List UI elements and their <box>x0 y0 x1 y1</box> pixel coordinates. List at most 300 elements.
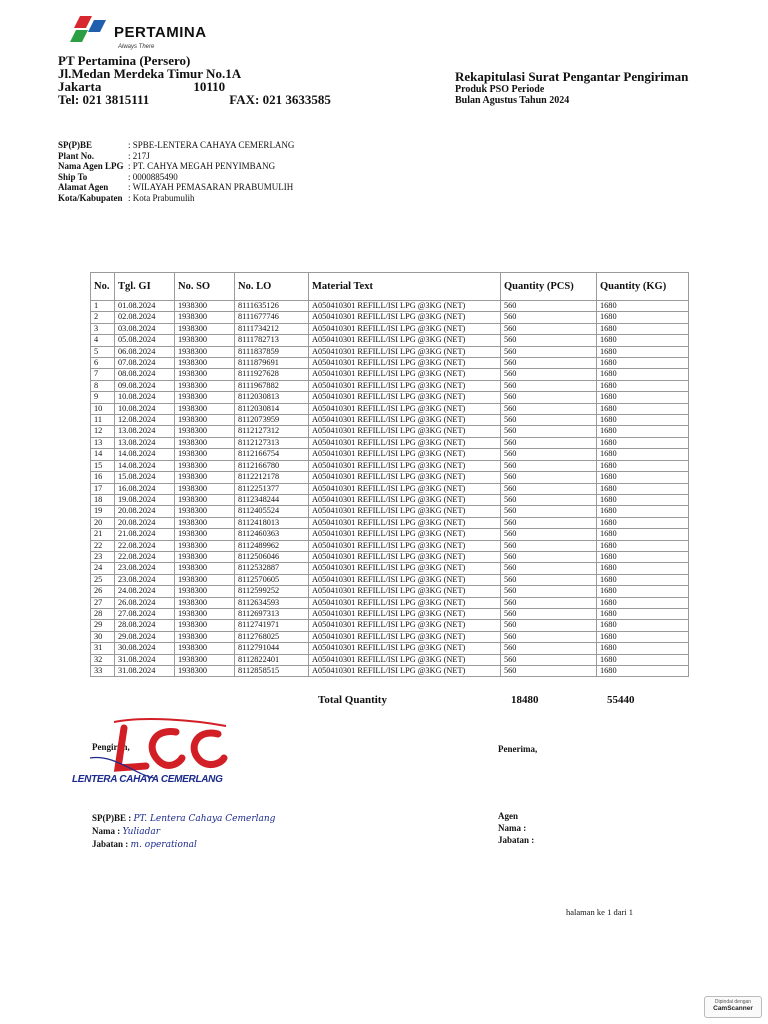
cell-material: A050410301 REFILL/ISI LPG @3KG (NET) <box>309 426 501 437</box>
info-label: Alamat Agen <box>58 182 109 192</box>
cell-material: A050410301 REFILL/ISI LPG @3KG (NET) <box>309 346 501 357</box>
cell-material: A050410301 REFILL/ISI LPG @3KG (NET) <box>309 403 501 414</box>
pertamina-logo-icon <box>66 14 110 44</box>
cell-no-lo: 8111837859 <box>235 346 309 357</box>
column-header-no: No. <box>91 273 115 301</box>
cell-qty-kg: 1680 <box>597 312 689 323</box>
cell-no: 26 <box>91 586 115 597</box>
cell-no: 8 <box>91 380 115 391</box>
cell-tgl-gi: 03.08.2024 <box>115 323 175 334</box>
cell-material: A050410301 REFILL/ISI LPG @3KG (NET) <box>309 529 501 540</box>
cell-material: A050410301 REFILL/ISI LPG @3KG (NET) <box>309 437 501 448</box>
total-kg: 55440 <box>607 694 635 706</box>
cell-no-so: 1938300 <box>175 323 235 334</box>
table-body <box>91 301 689 677</box>
cell-qty-pcs: 560 <box>501 403 597 414</box>
table-row <box>91 574 689 585</box>
cell-qty-pcs: 560 <box>501 369 597 380</box>
cell-no-so: 1938300 <box>175 529 235 540</box>
cell-no-so: 1938300 <box>175 312 235 323</box>
cell-no: 22 <box>91 540 115 551</box>
cell-no-so: 1938300 <box>175 643 235 654</box>
camscanner-badge <box>704 996 762 1018</box>
cell-no-so: 1938300 <box>175 301 235 312</box>
cell-tgl-gi: 10.08.2024 <box>115 392 175 403</box>
cell-no-so: 1938300 <box>175 574 235 585</box>
cell-tgl-gi: 29.08.2024 <box>115 631 175 642</box>
info-value: : WILAYAH PEMASARAN PRABUMULIH <box>128 182 294 192</box>
cell-no-lo: 8112251377 <box>235 483 309 494</box>
cell-qty-pcs: 560 <box>501 494 597 505</box>
cell-no-so: 1938300 <box>175 460 235 471</box>
cell-qty-pcs: 560 <box>501 323 597 334</box>
cell-material: A050410301 REFILL/ISI LPG @3KG (NET) <box>309 494 501 505</box>
cell-qty-kg: 1680 <box>597 529 689 540</box>
cell-qty-pcs: 560 <box>501 620 597 631</box>
cell-no-so: 1938300 <box>175 346 235 357</box>
cell-no: 14 <box>91 449 115 460</box>
cell-no: 13 <box>91 437 115 448</box>
cell-no: 28 <box>91 608 115 619</box>
info-row <box>58 193 294 204</box>
table-row <box>91 346 689 357</box>
company-address: Jl.Medan Merdeka Timur No.1A <box>58 66 242 81</box>
total-quantity-label: Total Quantity <box>318 694 387 706</box>
cell-no-lo: 8111967882 <box>235 380 309 391</box>
cell-qty-kg: 1680 <box>597 483 689 494</box>
cell-qty-pcs: 560 <box>501 301 597 312</box>
cell-material: A050410301 REFILL/ISI LPG @3KG (NET) <box>309 574 501 585</box>
cell-no-so: 1938300 <box>175 380 235 391</box>
table-row <box>91 449 689 460</box>
cell-no-so: 1938300 <box>175 369 235 380</box>
cell-no-so: 1938300 <box>175 666 235 677</box>
cell-material: A050410301 REFILL/ISI LPG @3KG (NET) <box>309 358 501 369</box>
cell-material: A050410301 REFILL/ISI LPG @3KG (NET) <box>309 586 501 597</box>
cell-no-so: 1938300 <box>175 586 235 597</box>
cell-qty-kg: 1680 <box>597 437 689 448</box>
column-header-qty-pcs: Quantity (PCS) <box>501 273 597 301</box>
cell-qty-pcs: 560 <box>501 608 597 619</box>
cell-qty-kg: 1680 <box>597 426 689 437</box>
cell-qty-pcs: 560 <box>501 335 597 346</box>
table-row <box>91 563 689 574</box>
cell-no: 12 <box>91 426 115 437</box>
cell-no: 4 <box>91 335 115 346</box>
cell-no-so: 1938300 <box>175 392 235 403</box>
cell-no-lo: 8112697313 <box>235 608 309 619</box>
table-row <box>91 380 689 391</box>
cell-no-lo: 8112073959 <box>235 415 309 426</box>
cell-no-lo: 8112030813 <box>235 392 309 403</box>
cell-tgl-gi: 23.08.2024 <box>115 574 175 585</box>
table-row <box>91 529 689 540</box>
info-label: Plant No. <box>58 150 94 161</box>
cell-qty-kg: 1680 <box>597 494 689 505</box>
cell-tgl-gi: 27.08.2024 <box>115 608 175 619</box>
info-row <box>58 151 294 162</box>
column-header-tgl-gi: Tgl. GI <box>115 273 175 301</box>
stamp-company-name: LENTERA CAHAYA CEMERLANG <box>72 774 223 785</box>
cell-material: A050410301 REFILL/ISI LPG @3KG (NET) <box>309 608 501 619</box>
cell-no-lo: 8112634593 <box>235 597 309 608</box>
cell-qty-kg: 1680 <box>597 392 689 403</box>
cell-no: 6 <box>91 358 115 369</box>
table-header-row <box>91 273 689 301</box>
cell-tgl-gi: 15.08.2024 <box>115 472 175 483</box>
cell-material: A050410301 REFILL/ISI LPG @3KG (NET) <box>309 620 501 631</box>
cell-no-lo: 8112348244 <box>235 494 309 505</box>
cell-qty-kg: 1680 <box>597 654 689 665</box>
cell-no-lo: 8112599252 <box>235 586 309 597</box>
company-zip: 10110 <box>193 79 226 94</box>
jabatan-handwritten: m. operational <box>130 840 197 850</box>
cell-qty-kg: 1680 <box>597 551 689 562</box>
cell-no-so: 1938300 <box>175 472 235 483</box>
scanner-caption: Dipindai dengan <box>714 999 752 1005</box>
cell-tgl-gi: 30.08.2024 <box>115 643 175 654</box>
table-row <box>91 403 689 414</box>
cell-no: 1 <box>91 301 115 312</box>
cell-qty-pcs: 560 <box>501 540 597 551</box>
cell-tgl-gi: 23.08.2024 <box>115 563 175 574</box>
sppbe-row <box>92 812 275 825</box>
table-row <box>91 369 689 380</box>
cell-tgl-gi: 31.08.2024 <box>115 666 175 677</box>
cell-qty-kg: 1680 <box>597 631 689 642</box>
shipment-table-wrapper <box>90 272 688 677</box>
cell-qty-kg: 1680 <box>597 666 689 677</box>
cell-qty-pcs: 560 <box>501 506 597 517</box>
cell-no: 17 <box>91 483 115 494</box>
cell-no-so: 1938300 <box>175 563 235 574</box>
table-row <box>91 472 689 483</box>
page-number: halaman ke 1 dari 1 <box>566 907 634 917</box>
cell-qty-kg: 1680 <box>597 403 689 414</box>
cell-qty-kg: 1680 <box>597 301 689 312</box>
cell-no-so: 1938300 <box>175 506 235 517</box>
table-row <box>91 358 689 369</box>
cell-material: A050410301 REFILL/ISI LPG @3KG (NET) <box>309 335 501 346</box>
cell-no-lo: 8112460363 <box>235 529 309 540</box>
table-row <box>91 494 689 505</box>
cell-no-so: 1938300 <box>175 597 235 608</box>
cell-material: A050410301 REFILL/ISI LPG @3KG (NET) <box>309 472 501 483</box>
column-header-qty-kg: Quantity (KG) <box>597 273 689 301</box>
cell-no-lo: 8111677746 <box>235 312 309 323</box>
jabatan-row <box>92 838 275 851</box>
cell-qty-kg: 1680 <box>597 563 689 574</box>
cell-qty-pcs: 560 <box>501 597 597 608</box>
nama-label: Nama : <box>92 826 121 836</box>
cell-no: 3 <box>91 323 115 334</box>
cell-material: A050410301 REFILL/ISI LPG @3KG (NET) <box>309 631 501 642</box>
cell-no-so: 1938300 <box>175 494 235 505</box>
info-row <box>58 140 294 151</box>
cell-tgl-gi: 28.08.2024 <box>115 620 175 631</box>
cell-no-lo: 8111927628 <box>235 369 309 380</box>
cell-qty-pcs: 560 <box>501 563 597 574</box>
cell-tgl-gi: 13.08.2024 <box>115 426 175 437</box>
cell-no: 7 <box>91 369 115 380</box>
cell-material: A050410301 REFILL/ISI LPG @3KG (NET) <box>309 301 501 312</box>
info-label: Nama Agen LPG <box>58 161 124 171</box>
cell-material: A050410301 REFILL/ISI LPG @3KG (NET) <box>309 483 501 494</box>
cell-material: A050410301 REFILL/ISI LPG @3KG (NET) <box>309 392 501 403</box>
cell-no-lo: 8112489962 <box>235 540 309 551</box>
column-header-material: Material Text <box>309 273 501 301</box>
cell-tgl-gi: 22.08.2024 <box>115 540 175 551</box>
cell-material: A050410301 REFILL/ISI LPG @3KG (NET) <box>309 563 501 574</box>
cell-no-so: 1938300 <box>175 358 235 369</box>
cell-no-so: 1938300 <box>175 403 235 414</box>
table-row <box>91 437 689 448</box>
cell-material: A050410301 REFILL/ISI LPG @3KG (NET) <box>309 551 501 562</box>
table-row <box>91 506 689 517</box>
total-pcs: 18480 <box>511 694 539 706</box>
cell-no: 20 <box>91 517 115 528</box>
cell-qty-kg: 1680 <box>597 608 689 619</box>
cell-no: 5 <box>91 346 115 357</box>
cell-material: A050410301 REFILL/ISI LPG @3KG (NET) <box>309 312 501 323</box>
cell-qty-kg: 1680 <box>597 335 689 346</box>
cell-qty-pcs: 560 <box>501 449 597 460</box>
report-header <box>455 70 745 106</box>
cell-no-lo: 8111782713 <box>235 335 309 346</box>
cell-no-lo: 8112166754 <box>235 449 309 460</box>
agen-jabatan-label: Jabatan : <box>498 835 535 845</box>
cell-no-so: 1938300 <box>175 620 235 631</box>
cell-tgl-gi: 21.08.2024 <box>115 529 175 540</box>
cell-no-so: 1938300 <box>175 540 235 551</box>
cell-tgl-gi: 14.08.2024 <box>115 449 175 460</box>
cell-qty-pcs: 560 <box>501 586 597 597</box>
cell-tgl-gi: 20.08.2024 <box>115 506 175 517</box>
cell-no: 23 <box>91 551 115 562</box>
cell-no: 27 <box>91 597 115 608</box>
jabatan-label: Jabatan : <box>92 839 129 849</box>
table-row <box>91 517 689 528</box>
cell-no-lo: 8112506046 <box>235 551 309 562</box>
cell-no-lo: 8112822401 <box>235 654 309 665</box>
cell-tgl-gi: 08.08.2024 <box>115 369 175 380</box>
cell-no-lo: 8112768025 <box>235 631 309 642</box>
cell-material: A050410301 REFILL/ISI LPG @3KG (NET) <box>309 517 501 528</box>
cell-no: 33 <box>91 666 115 677</box>
cell-tgl-gi: 26.08.2024 <box>115 597 175 608</box>
info-label: SP(P)BE <box>58 140 93 150</box>
cell-no-so: 1938300 <box>175 483 235 494</box>
cell-no: 25 <box>91 574 115 585</box>
cell-qty-kg: 1680 <box>597 643 689 654</box>
column-header-no-lo: No. LO <box>235 273 309 301</box>
cell-no-so: 1938300 <box>175 335 235 346</box>
penerima-label: Penerima, <box>498 744 538 754</box>
table-row <box>91 460 689 471</box>
cell-tgl-gi: 06.08.2024 <box>115 346 175 357</box>
cell-no-so: 1938300 <box>175 631 235 642</box>
cell-material: A050410301 REFILL/ISI LPG @3KG (NET) <box>309 643 501 654</box>
cell-no: 10 <box>91 403 115 414</box>
cell-qty-kg: 1680 <box>597 358 689 369</box>
cell-qty-kg: 1680 <box>597 586 689 597</box>
cell-tgl-gi: 12.08.2024 <box>115 415 175 426</box>
cell-material: A050410301 REFILL/ISI LPG @3KG (NET) <box>309 369 501 380</box>
cell-no: 2 <box>91 312 115 323</box>
nama-row <box>92 825 275 838</box>
logo-wordmark: PERTAMINA <box>114 24 207 41</box>
table-row <box>91 426 689 437</box>
pertamina-logo <box>66 14 216 54</box>
cell-qty-pcs: 560 <box>501 312 597 323</box>
logo-tagline: Always There <box>118 44 155 50</box>
sppbe-handwritten: PT. Lentera Cahaya Cemerlang <box>133 814 276 824</box>
cell-no-so: 1938300 <box>175 415 235 426</box>
cell-no-lo: 8112858515 <box>235 666 309 677</box>
table-row <box>91 631 689 642</box>
info-label: Kota/Kabupaten <box>58 192 123 203</box>
cell-qty-kg: 1680 <box>597 369 689 380</box>
company-fax: FAX: 021 3633585 <box>229 92 331 107</box>
table-row <box>91 540 689 551</box>
cell-no-so: 1938300 <box>175 426 235 437</box>
cell-qty-pcs: 560 <box>501 392 597 403</box>
cell-material: A050410301 REFILL/ISI LPG @3KG (NET) <box>309 540 501 551</box>
table-row <box>91 392 689 403</box>
table-row <box>91 415 689 426</box>
info-row <box>58 161 294 172</box>
cell-qty-pcs: 560 <box>501 460 597 471</box>
cell-tgl-gi: 02.08.2024 <box>115 312 175 323</box>
cell-material: A050410301 REFILL/ISI LPG @3KG (NET) <box>309 654 501 665</box>
cell-no: 18 <box>91 494 115 505</box>
cell-qty-kg: 1680 <box>597 597 689 608</box>
cell-qty-pcs: 560 <box>501 437 597 448</box>
agen-nama-label: Nama : <box>498 823 527 833</box>
cell-no-lo: 8112030814 <box>235 403 309 414</box>
table-row <box>91 335 689 346</box>
cell-no-lo: 8111879691 <box>235 358 309 369</box>
cell-qty-kg: 1680 <box>597 449 689 460</box>
cell-qty-pcs: 560 <box>501 426 597 437</box>
cell-material: A050410301 REFILL/ISI LPG @3KG (NET) <box>309 460 501 471</box>
table-row <box>91 666 689 677</box>
cell-no-lo: 8112418013 <box>235 517 309 528</box>
cell-no-lo: 8112127312 <box>235 426 309 437</box>
cell-qty-kg: 1680 <box>597 506 689 517</box>
report-subtitle: Produk PSO Periode <box>455 84 545 95</box>
cell-qty-pcs: 560 <box>501 346 597 357</box>
table-row <box>91 586 689 597</box>
cell-no: 30 <box>91 631 115 642</box>
cell-no-so: 1938300 <box>175 551 235 562</box>
cell-material: A050410301 REFILL/ISI LPG @3KG (NET) <box>309 597 501 608</box>
cell-qty-pcs: 560 <box>501 415 597 426</box>
agen-label: Agen <box>498 811 518 821</box>
cell-qty-pcs: 560 <box>501 666 597 677</box>
cell-no: 11 <box>91 415 115 426</box>
receiver-signature-block <box>498 810 534 846</box>
cell-qty-kg: 1680 <box>597 540 689 551</box>
shipment-table <box>90 272 689 677</box>
cell-qty-pcs: 560 <box>501 358 597 369</box>
cell-no-lo: 8112127313 <box>235 437 309 448</box>
sender-signature-block <box>92 812 275 851</box>
cell-qty-kg: 1680 <box>597 472 689 483</box>
cell-qty-kg: 1680 <box>597 346 689 357</box>
cell-no-lo: 8111734212 <box>235 323 309 334</box>
info-label: Ship To <box>58 171 88 182</box>
report-period: Bulan Agustus Tahun 2024 <box>455 95 570 106</box>
cell-no-lo: 8112570605 <box>235 574 309 585</box>
cell-qty-pcs: 560 <box>501 574 597 585</box>
cell-no-lo: 8112166780 <box>235 460 309 471</box>
cell-qty-kg: 1680 <box>597 323 689 334</box>
shipment-info <box>58 140 294 203</box>
cell-tgl-gi: 13.08.2024 <box>115 437 175 448</box>
cell-tgl-gi: 22.08.2024 <box>115 551 175 562</box>
table-row <box>91 654 689 665</box>
info-value: : Kota Prabumulih <box>128 192 195 203</box>
cell-no: 21 <box>91 529 115 540</box>
cell-qty-pcs: 560 <box>501 654 597 665</box>
cell-material: A050410301 REFILL/ISI LPG @3KG (NET) <box>309 323 501 334</box>
cell-material: A050410301 REFILL/ISI LPG @3KG (NET) <box>309 449 501 460</box>
table-row <box>91 301 689 312</box>
info-row <box>58 182 294 193</box>
table-row <box>91 312 689 323</box>
cell-no-so: 1938300 <box>175 449 235 460</box>
cell-material: A050410301 REFILL/ISI LPG @3KG (NET) <box>309 415 501 426</box>
cell-material: A050410301 REFILL/ISI LPG @3KG (NET) <box>309 506 501 517</box>
cell-tgl-gi: 01.08.2024 <box>115 301 175 312</box>
info-value: : 0000885490 <box>128 171 178 182</box>
nama-handwritten: Yuliadar <box>122 827 161 837</box>
cell-qty-pcs: 560 <box>501 483 597 494</box>
info-value: : PT. CAHYA MEGAH PENYIMBANG <box>128 161 276 171</box>
company-address-block <box>58 54 331 106</box>
table-row <box>91 620 689 631</box>
cell-no-lo: 8112532887 <box>235 563 309 574</box>
cell-tgl-gi: 07.08.2024 <box>115 358 175 369</box>
cell-no: 24 <box>91 563 115 574</box>
cell-qty-pcs: 560 <box>501 631 597 642</box>
cell-qty-pcs: 560 <box>501 380 597 391</box>
cell-qty-pcs: 560 <box>501 551 597 562</box>
cell-tgl-gi: 09.08.2024 <box>115 380 175 391</box>
cell-no: 31 <box>91 643 115 654</box>
cell-qty-pcs: 560 <box>501 529 597 540</box>
cell-no: 15 <box>91 460 115 471</box>
cell-tgl-gi: 20.08.2024 <box>115 517 175 528</box>
scanner-brand: CamScanner <box>713 1005 753 1012</box>
cell-no: 32 <box>91 654 115 665</box>
table-row <box>91 483 689 494</box>
cell-no-lo: 8111635126 <box>235 301 309 312</box>
cell-qty-kg: 1680 <box>597 380 689 391</box>
cell-no-so: 1938300 <box>175 517 235 528</box>
cell-tgl-gi: 16.08.2024 <box>115 483 175 494</box>
cell-qty-kg: 1680 <box>597 620 689 631</box>
cell-tgl-gi: 14.08.2024 <box>115 460 175 471</box>
cell-no-so: 1938300 <box>175 654 235 665</box>
cell-qty-pcs: 560 <box>501 472 597 483</box>
table-row <box>91 551 689 562</box>
cell-qty-kg: 1680 <box>597 460 689 471</box>
company-name: PT Pertamina (Persero) <box>58 53 191 68</box>
cell-no-lo: 8112741971 <box>235 620 309 631</box>
company-phone-row <box>58 93 331 106</box>
